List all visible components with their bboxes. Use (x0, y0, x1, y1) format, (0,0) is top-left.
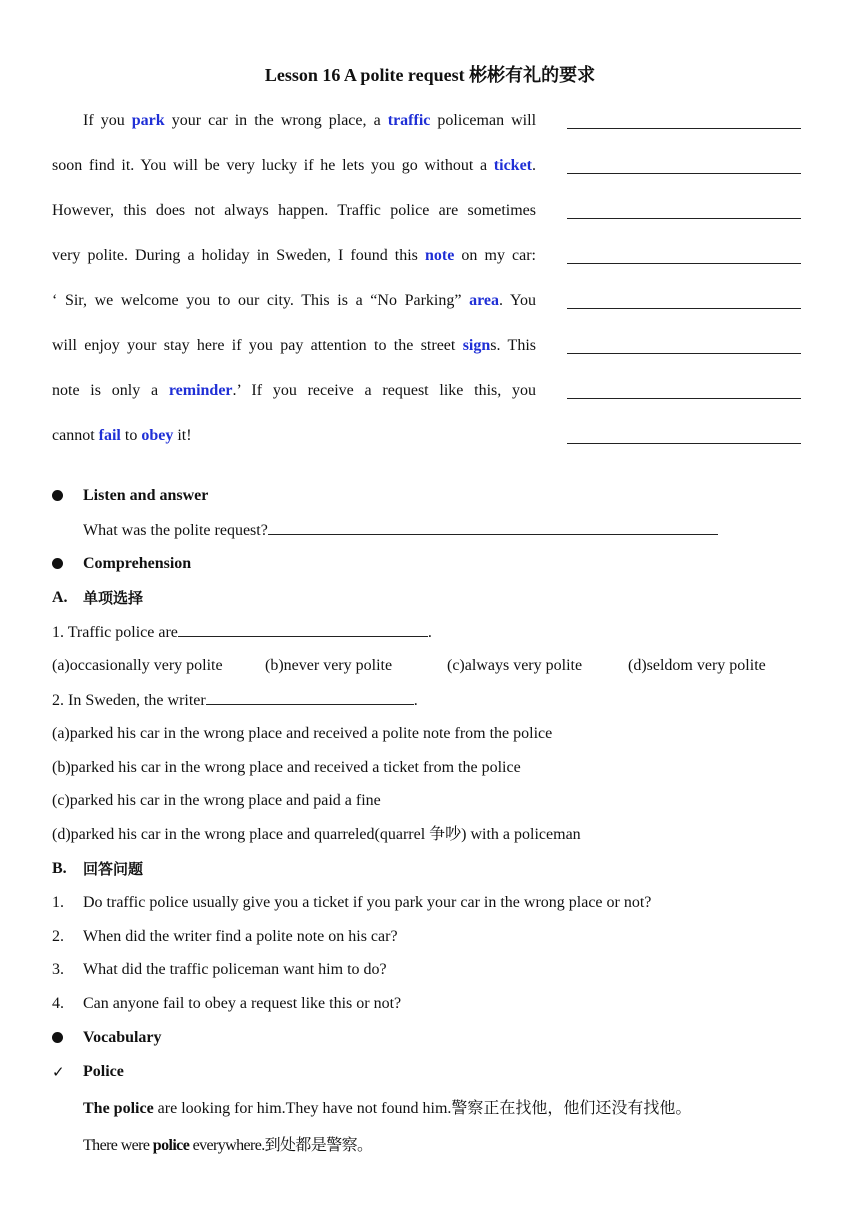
part-b-title: 回答问题 (83, 860, 144, 878)
q2-option-a[interactable]: (a)parked his car in the wrong place and received a polite note from the police (52, 725, 553, 742)
section-heading-comprehension: Comprehension (83, 555, 192, 572)
vocab-highlight: area (469, 292, 500, 309)
question-text: What did the traffic policeman want him to do? (83, 961, 387, 978)
passage-text: very polite. During a holiday in Sweden, I found this (52, 247, 425, 264)
q1-option-a[interactable]: (a)occasionally very polite (52, 657, 223, 674)
translation-blank[interactable] (567, 218, 801, 219)
translation-blank[interactable] (567, 128, 801, 129)
answer-blank[interactable] (206, 690, 414, 705)
vocab-highlight: sign (462, 337, 491, 354)
vocab-example-2-rest: everywhere.到处都是警察。 (189, 1137, 373, 1154)
question-num: 2. (52, 928, 64, 945)
passage-text: ‘ Sir, we welcome you to our city. This is a “No Parking” (52, 292, 470, 309)
passage-text: to (120, 427, 142, 444)
bullet-icon (52, 1032, 63, 1043)
translation-blank[interactable] (567, 173, 801, 174)
question-2-stem: 2. In Sweden, the writer (52, 692, 206, 709)
passage-text: However, this does not always happen. Traffic police are sometimes (52, 202, 536, 219)
passage-line (52, 246, 536, 266)
q1-option-c[interactable]: (c)always very polite (447, 657, 583, 674)
q2-option-c[interactable]: (c)parked his car in the wrong place and paid a fine (52, 792, 381, 809)
listen-question (83, 520, 718, 541)
passage-text: will enjoy your stay here if you pay attention to the street (52, 337, 463, 354)
page-title: Lesson 16 A polite request 彬彬有礼的要求 (264, 65, 596, 85)
vocab-highlight: traffic (387, 112, 431, 129)
vocab-highlight: note (425, 247, 455, 264)
passage-text: soon find it. You will be very lucky if he lets you go without a (52, 157, 494, 174)
question-text: Can anyone fail to obey a request like this or not? (83, 995, 402, 1012)
vocab-example-2 (83, 1136, 372, 1156)
vocab-highlight: reminder (168, 382, 233, 399)
question-num: 4. (52, 995, 64, 1012)
passage-text: it! (173, 427, 192, 444)
check-icon: ✓ (52, 1063, 65, 1081)
passage-text: .’ If you receive a request like this, you (232, 382, 537, 399)
bullet-icon (52, 558, 63, 569)
question-1-end: . (427, 624, 432, 641)
vocab-example-2-pre: There were (83, 1137, 153, 1154)
passage-text: your car in the wrong place, a (164, 112, 388, 129)
translation-blank[interactable] (567, 443, 801, 444)
listen-question-text: What was the polite request? (83, 522, 268, 539)
passage-line (52, 426, 536, 446)
question-1-stem: 1. Traffic police are (52, 624, 178, 641)
translation-blank[interactable] (567, 353, 801, 354)
question-num: 1. (52, 894, 64, 911)
question-text: When did the writer find a polite note on his car? (83, 928, 398, 945)
passage-line (52, 201, 536, 221)
translation-blank[interactable] (567, 398, 801, 399)
answer-blank[interactable] (268, 520, 718, 535)
vocab-highlight: park (131, 112, 165, 129)
section-heading-vocabulary: Vocabulary (83, 1029, 162, 1046)
question-text: Do traffic police usually give you a ticket if you park your car in the wrong place or not? (83, 894, 652, 911)
part-a-label: A. (52, 589, 68, 606)
bullet-icon (52, 490, 63, 501)
vocab-example-1-bold: The police (83, 1100, 154, 1117)
vocab-highlight: ticket (493, 157, 532, 174)
vocab-highlight: obey (141, 427, 174, 444)
passage-text: on my car: (454, 247, 536, 264)
passage-text: s. This (490, 337, 536, 354)
question-2 (52, 690, 418, 711)
q1-option-b[interactable]: (b)never very polite (265, 657, 393, 674)
passage-text: If you (83, 112, 132, 129)
part-b-label: B. (52, 860, 67, 877)
question-num: 3. (52, 961, 64, 978)
section-heading-listen: Listen and answer (83, 487, 209, 504)
passage-text: note is only a (52, 382, 169, 399)
q2-option-d[interactable]: (d)parked his car in the wrong place and quarreled(quarrel 争吵) with a policeman (52, 826, 581, 843)
vocab-example-1-rest: are looking for him.They have not found him.警察正在找他，他们还没有找他。 (153, 1100, 692, 1117)
passage-text: policeman will (430, 112, 537, 129)
vocab-highlight: fail (98, 427, 121, 444)
passage-line (52, 381, 536, 401)
q1-option-d[interactable]: (d)seldom very polite (628, 657, 766, 674)
vocab-example-1 (83, 1099, 691, 1119)
passage-text: cannot (52, 427, 99, 444)
translation-blank[interactable] (567, 263, 801, 264)
answer-blank[interactable] (178, 622, 428, 637)
passage-line (52, 336, 536, 356)
passage-text: . (532, 157, 536, 174)
passage-line (52, 291, 536, 311)
q2-option-b[interactable]: (b)parked his car in the wrong place and received a ticket from the police (52, 759, 521, 776)
translation-blank[interactable] (567, 308, 801, 309)
vocab-word: Police (83, 1063, 124, 1080)
vocab-example-2-bold: police (152, 1137, 190, 1154)
passage-line (83, 111, 536, 131)
passage-text: . You (499, 292, 537, 309)
passage-line (52, 156, 536, 176)
question-1 (52, 622, 432, 643)
question-2-end: . (413, 692, 418, 709)
part-a-title: 单项选择 (83, 589, 144, 607)
